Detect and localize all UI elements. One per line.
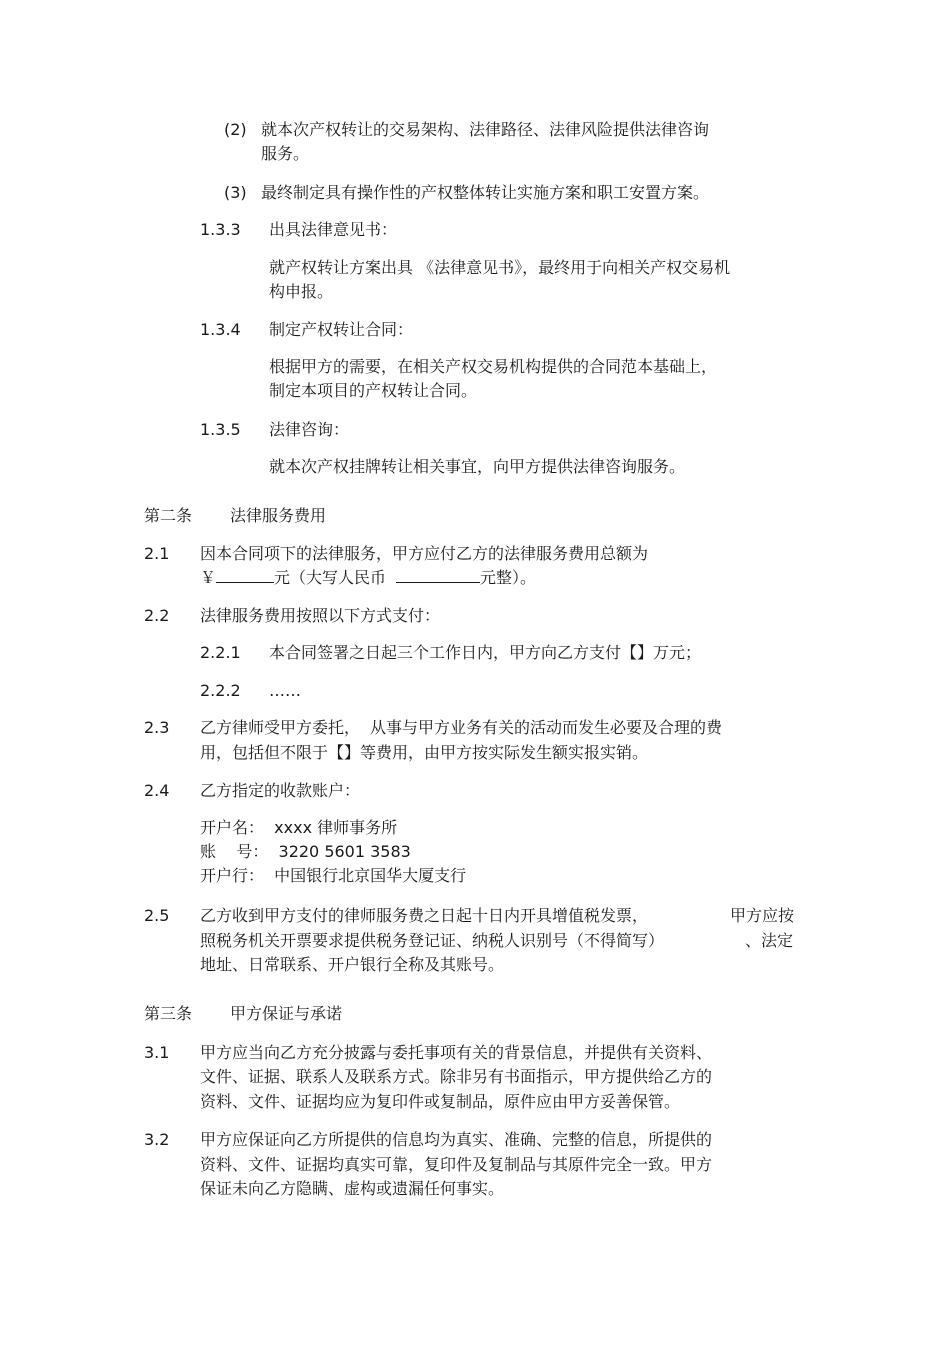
account-number: 账 号： 3220 5601 3583: [200, 842, 411, 861]
section-text: 制定本项目的产权转让合同。: [269, 381, 478, 400]
subclause-number: 2.2.2: [200, 681, 241, 700]
clause-number: 2.5: [144, 906, 170, 925]
clause-number: 3.2: [144, 1130, 170, 1149]
clause-text: 乙方指定的收款账户：: [200, 781, 361, 800]
clause-text: 因本合同项下的法律服务，甲方应付乙方的法律服务费用总额为: [200, 544, 649, 563]
clause-text: 甲方应保证向乙方所提供的信息均为真实、准确、完整的信息，所提供的: [200, 1130, 713, 1149]
section-title: 法律咨询：: [269, 420, 350, 439]
clause-text-part: 从事与甲方业务有关的活动而发生必要及合理的费: [370, 718, 723, 737]
article-label: 第二条: [144, 506, 193, 525]
clause-text: 用，包括但不限于【】等费用，由甲方按实际发生额实报实销。: [200, 743, 649, 762]
clause-text: 元（大写人民币: [274, 568, 387, 587]
clause-text: 保证未向乙方隐瞒、虚构或遗漏任何事实。: [200, 1179, 505, 1198]
section-text: 就本次产权挂牌转让相关事宜，向甲方提供法律咨询服务。: [269, 457, 686, 476]
clause-number: 2.4: [144, 781, 170, 800]
account-bank: 开户行： 中国银行北京国华大厦支行: [200, 866, 467, 885]
section-text: 就产权转让方案出具 《法律意见书》，最终用于向相关产权交易机: [269, 258, 731, 277]
section-number: 1.3.5: [200, 420, 241, 439]
clause-text: 元整）。: [480, 568, 537, 587]
section-text: 根据甲方的需要，在相关产权交易机构提供的合同范本基础上，: [269, 357, 718, 376]
article-title: 甲方保证与承诺: [230, 1004, 343, 1023]
clause-text-part: 甲方应按: [730, 906, 795, 925]
account-name: 开户名： xxxx 律师事务所: [200, 818, 398, 837]
section-title: 出具法律意见书：: [269, 220, 398, 239]
item-text: 就本次产权转让的交易架构、法律路径、法律风险提供法律咨询: [261, 120, 710, 139]
subclause-number: 2.2.1: [200, 643, 241, 662]
section-number: 1.3.4: [200, 320, 241, 339]
clause-number: 2.3: [144, 718, 170, 737]
clause-number: 3.1: [144, 1043, 170, 1062]
clause-text: 资料、文件、证据均应为复印件或复制品，原件应由甲方妥善保管。: [200, 1092, 681, 1111]
clause-text-part: 乙方收到甲方支付的律师服务费之日起十日内开具增值税发票，: [200, 906, 649, 925]
subclause-text: ……: [269, 681, 301, 700]
clause-number: 2.1: [144, 544, 170, 563]
item-text: 服务。: [261, 144, 310, 163]
clause-text: 地址、日常联系、开户银行全称及其账号。: [200, 955, 505, 974]
yen-sign: ￥: [200, 568, 217, 587]
clause-text: 甲方应当向乙方充分披露与委托事项有关的背景信息，并提供有关资料、: [200, 1043, 713, 1062]
item-text: 最终制定具有操作性的产权整体转让实施方案和职工安置方案。: [261, 183, 710, 202]
item-number: (3): [224, 183, 247, 202]
fee-amount-line: [200, 566, 536, 590]
section-number: 1.3.3: [200, 220, 241, 239]
section-text: 构申报。: [269, 282, 334, 301]
clause-text: 资料、文件、证据均真实可靠，复印件及复制品与其原件完全一致。甲方: [200, 1155, 713, 1174]
clause-text-part: 、法定: [745, 931, 794, 950]
clause-text-part: 乙方律师受甲方委托，: [200, 718, 361, 737]
clause-text: [200, 716, 722, 740]
article-label: 第三条: [144, 1004, 193, 1023]
item-number: (2): [224, 120, 247, 139]
clause-text: 文件、证据、联系人及联系方式。除非另有书面指示，甲方提供给乙方的: [200, 1067, 713, 1086]
amount-blank: [216, 566, 274, 583]
article-title: 法律服务费用: [230, 506, 327, 525]
subclause-text: 本合同签署之日起三个工作日内，甲方向乙方支付【】万元；: [269, 643, 702, 662]
clause-text-part: 照税务机关开票要求提供税务登记证、纳税人识别号（不得简写）: [200, 931, 665, 950]
amount-words-blank: [396, 566, 480, 583]
clause-text: 法律服务费用按照以下方式支付：: [200, 606, 441, 625]
section-title: 制定产权转让合同：: [269, 320, 414, 339]
clause-number: 2.2: [144, 606, 170, 625]
